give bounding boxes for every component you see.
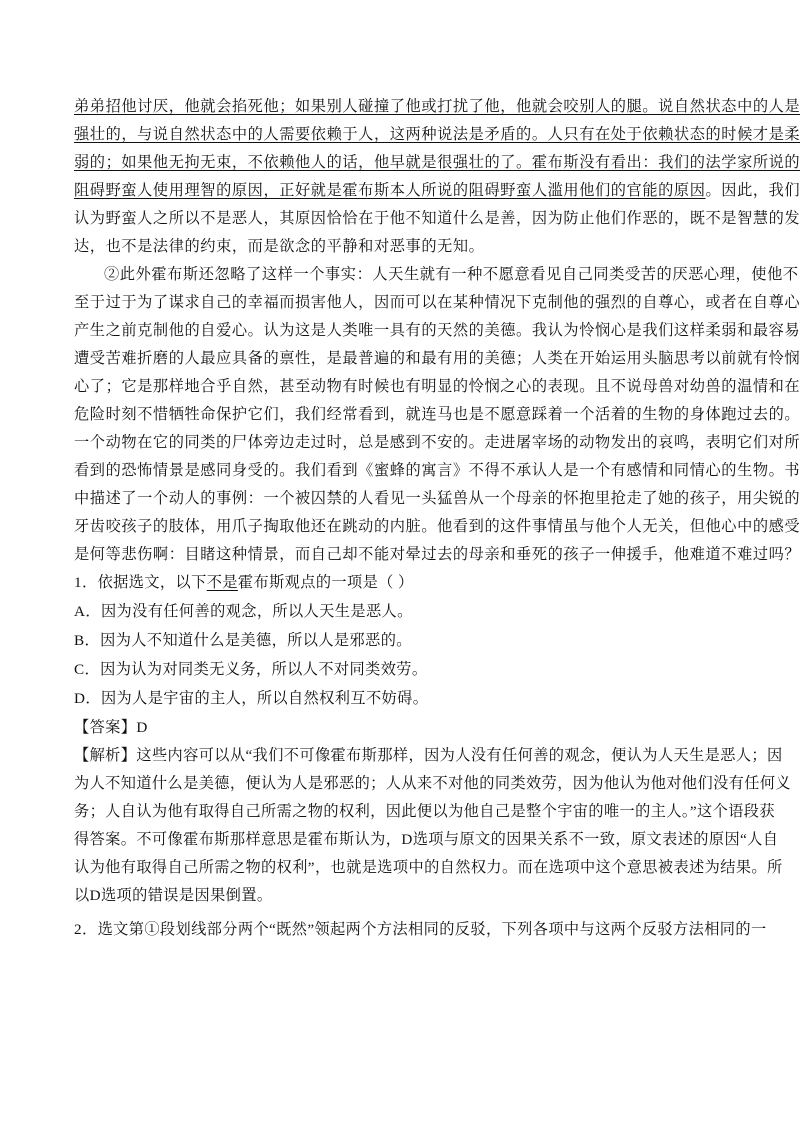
answer-tag: 【答案】 <box>74 719 137 736</box>
analysis-block <box>74 742 792 910</box>
passage-line: 危险时刻不惜牺牲命保护它们，我们经常看到，就连马也是不愿意踩着一个活着的生物的身体跑过去的。 <box>74 405 800 423</box>
stem-prefix: 1．依据选文，以下 <box>74 574 207 591</box>
passage-line <box>74 176 800 204</box>
answer-value: D <box>136 719 148 736</box>
analysis-tag: 【解析】 <box>74 747 137 764</box>
answer-line <box>74 713 728 742</box>
stem-suffix: 霍布斯观点的一项是（ ） <box>237 574 414 591</box>
passage-line: 牙齿咬孩子的肢体，用爪子掏取他还在跳动的内脏。他看到的这件事情虽与他个人无关，但他心中的感受 <box>74 517 800 535</box>
document-content <box>74 92 800 944</box>
question-stem: 2．选文第①段划线部分两个“既然”领起两个方法相同的反驳，下列各项中与这两个反驳方法相同的一 <box>74 921 767 938</box>
passage-line: 认为野蛮人之所以不是恶人，其原因恰恰在于他不知道什么是善，因为防止他们作恶的，既不是智慧的发 <box>74 209 800 227</box>
stem-emphasis: 不是 <box>206 574 238 591</box>
passage-line: 至于过于为了谋求自己的幸福而损害他人，因而可以在某种情况下克制他的强烈的自尊心，或者在自尊心 <box>74 293 800 311</box>
passage-line: ②此外霍布斯还忽略了这样一个事实：人天生就有一种不愿意看见自己同类受苦的厌恶心理，使他不 <box>104 265 799 283</box>
passage-line: 达，也不是法律的约束，而是欲念的平静和对恶事的无知。 <box>74 237 485 255</box>
passage-line: 一个动物在它的同类的尸体旁边走过时，总是感到不安的。走进屠宰场的动物发出的哀鸣，表明它们对所 <box>74 433 800 451</box>
passage-line: 心了；它是那样地合乎自然，甚至动物有时候也有明显的怜悯之心的表现。且不说母兽对幼兽的温情和在 <box>74 377 800 395</box>
passage-line: 弱的；如果他无拘无束，不依赖他人的话，他早就是很强壮的了。霍布斯没有看出：我们的法学家所说的 <box>74 153 800 171</box>
analysis-line: 认为他有取得自己所需之物的权利”，也就是选项中的自然权力。而在选项中这个意思被表述为结果。所 <box>74 859 783 876</box>
option-c: C．因为认为对同类无义务，所以人不对同类效劳。 <box>74 661 428 678</box>
analysis-text: 这些内容可以从“我们不可像霍布斯那样，因为人没有任何善的观念，便认为人天生是恶人；因 <box>136 747 783 764</box>
question-stem <box>74 568 728 597</box>
passage-line: 遭受苦难折磨的人最应具备的禀性，是最普遍的和最有用的美德；人类在开始运用头脑思考以前就有怜悯 <box>74 349 800 367</box>
passage-paragraph-2 <box>74 260 800 568</box>
question-1 <box>74 568 792 910</box>
passage-line: 产生之前克制他的自爱心。认为这是人类唯一具有的天然的美德。我认为怜悯心是我们这样柔弱和最容易 <box>74 321 800 339</box>
passage-line: 中描述了一个动人的事例：一个被囚禁的人看见一头猛兽从一个母亲的怀抱里抢走了她的孩子，用尖锐的 <box>74 489 800 507</box>
analysis-line: 为人不知道什么是美德，便认为人是邪恶的；人从来不对他的同类效劳，因为他认为他对他们没有任何义 <box>74 775 792 792</box>
passage-paragraph-1 <box>74 92 800 260</box>
passage-line: 强壮的，与说自然状态中的人需要依赖于人，这两种说法是矛盾的。人只有在处于依赖状态的时候才是柔 <box>74 125 800 143</box>
question-2 <box>74 916 767 944</box>
option-b: B．因为人不知道什么是美德，所以人是邪恶的。 <box>74 632 412 649</box>
analysis-line <box>74 742 783 770</box>
passage-line: 是何等悲伤啊：目睹这种情景，而自己却不能对晕过去的母亲和垂死的孩子一伸援手，他难道不难过吗？ <box>74 545 800 563</box>
underlined-text: 阻碍野蛮人使用理智的原因，正好就是霍布斯本人所说的阻碍野蛮人滥用他们的官能的原因 <box>74 181 706 199</box>
analysis-line: 以D选项的错误是因果倒置。 <box>74 887 273 904</box>
option-d: D．因为人是宇宙的主人，所以自然权利互不妨碍。 <box>74 690 429 707</box>
plain-text: 。因此，我们 <box>705 181 800 199</box>
passage-line: 看到的恐怖情景是感同身受的。我们看到《蜜蜂的寓言》不得不承认人是一个有感情和同情心的生物。书 <box>74 461 800 479</box>
option-a: A．因为没有任何善的观念，所以人天生是恶人。 <box>74 603 413 620</box>
analysis-line: 务；人自认为他有取得自己所需之物的权利，因此便以为他自己是整个宇宙的唯一的主人。”这个语段获 <box>74 803 775 820</box>
analysis-line: 得答案。不可像霍布斯那样意思是霍布斯认为，D选项与原文的因果关系不一致，原文表述的原因“人自 <box>74 831 779 848</box>
passage-line: 弟弟招他讨厌，他就会掐死他；如果别人碰撞了他或打扰了他，他就会咬别人的腿。说自然状态中的人是 <box>74 97 800 115</box>
